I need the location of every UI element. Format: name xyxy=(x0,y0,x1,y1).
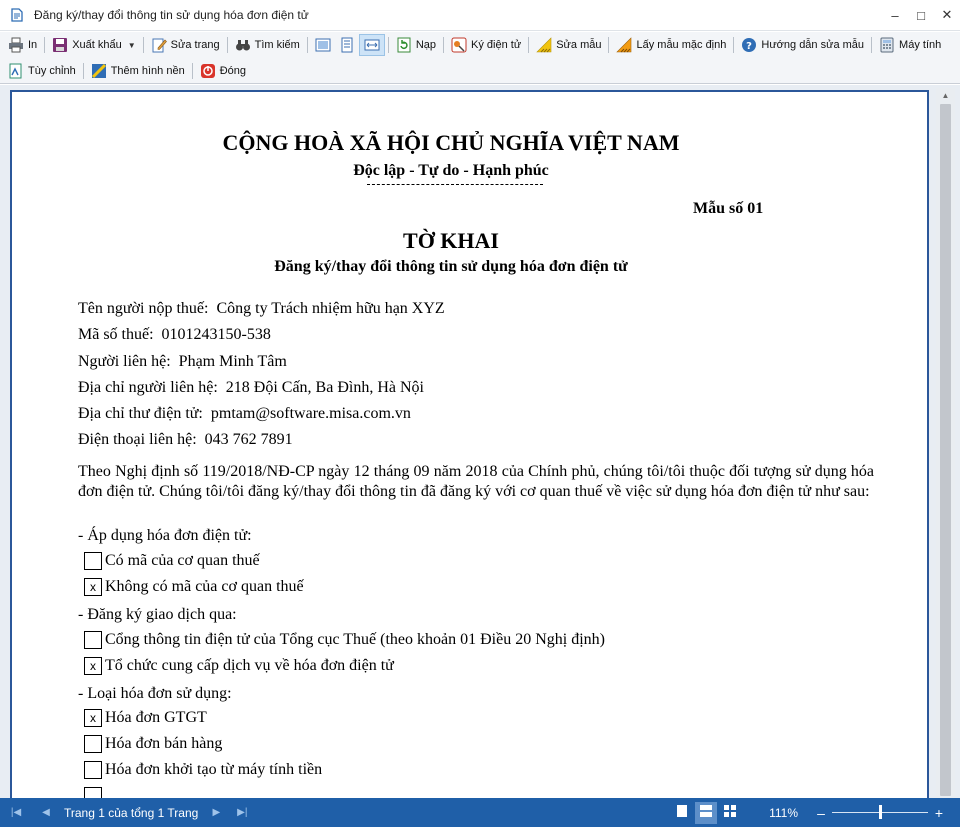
vertical-scrollbar[interactable] xyxy=(936,88,955,798)
field-value: pmtam@software.misa.com.vn xyxy=(210,405,411,422)
option-label: Hóa đơn bán hàng xyxy=(105,735,223,752)
toolbar-separator xyxy=(528,37,529,53)
field-email xyxy=(78,405,411,423)
title-bar xyxy=(0,0,960,31)
scrollbar-thumb[interactable] xyxy=(940,104,951,796)
reload-button[interactable] xyxy=(392,34,440,56)
save-disk-icon xyxy=(52,37,68,53)
zoom-slider-thumb[interactable] xyxy=(879,805,882,819)
app-icon xyxy=(9,7,25,23)
option-row xyxy=(84,552,260,570)
first-page-icon[interactable]: |◀ xyxy=(10,807,22,818)
field-phone xyxy=(78,431,293,449)
toolbar-separator xyxy=(192,63,193,79)
maximize-button[interactable]: □ xyxy=(917,7,925,23)
field-value: Công ty Trách nhiệm hữu hạn XYZ xyxy=(216,300,445,317)
checkbox: x xyxy=(84,657,102,675)
field-label: Địa chỉ thư điện tử: xyxy=(78,405,203,422)
checkbox xyxy=(84,787,102,798)
find-label: Tìm kiếm xyxy=(254,39,300,51)
print-button[interactable] xyxy=(4,34,41,56)
option-label: Không có mã của cơ quan thuế xyxy=(105,578,304,595)
multi-page-view-button[interactable] xyxy=(719,802,741,824)
calculator-icon xyxy=(879,37,895,53)
close-label: Đóng xyxy=(219,65,246,77)
form-number: Mẫu số 01 xyxy=(693,200,764,217)
checkbox xyxy=(84,761,102,779)
toolbar-row-1 xyxy=(4,33,945,57)
refresh-icon xyxy=(396,37,412,53)
two-page-view-button[interactable] xyxy=(695,802,717,824)
two-page-view-icon xyxy=(699,804,713,821)
single-page-view-icon xyxy=(676,804,688,821)
edit-page-icon xyxy=(151,37,167,53)
default-template-label: Lấy mẫu mặc định xyxy=(636,39,727,51)
field-contact-address xyxy=(78,379,424,397)
option-row xyxy=(84,761,322,779)
chevron-down-icon[interactable]: ▼ xyxy=(127,40,136,50)
minimize-button[interactable]: – xyxy=(891,7,899,23)
sign-label: Ký điện tử xyxy=(471,39,522,51)
window-title: Đăng ký/thay đổi thông tin sử dụng hóa đơn điện tử xyxy=(34,8,309,22)
field-label: Người liên hệ: xyxy=(78,353,171,370)
section-heading: - Đăng ký giao dịch qua: xyxy=(78,606,237,623)
page-single-icon xyxy=(339,37,355,53)
customize-icon xyxy=(8,63,24,79)
field-label: Tên người nộp thuế: xyxy=(78,300,209,317)
close-window-button[interactable]: ✕ xyxy=(941,7,953,22)
background-image-icon xyxy=(91,63,107,79)
section-heading: - Áp dụng hóa đơn điện tử: xyxy=(78,527,252,544)
previous-page-icon[interactable]: ◀ xyxy=(42,807,50,818)
form-subtitle: Đăng ký/thay đổi thông tin sử dụng hóa đơn điện tử xyxy=(274,258,628,275)
field-label: Điện thoại liên hệ: xyxy=(78,431,197,448)
find-button[interactable] xyxy=(231,34,304,56)
option-row xyxy=(84,709,207,727)
edit-template-label: Sửa mẫu xyxy=(556,39,602,51)
toolbar-separator xyxy=(871,37,872,53)
intro-paragraph: Theo Nghị định số 119/2018/NĐ-CP ngày 12 tháng 09 năm 2018 của Chính phủ, chúng tôi/tôi thuộc đối tượng sử dụng hóa đơn điện tử. Chúng tôi/tôi đăng ký/thay đổi thông tin đã đăng ký với cơ quan thuế về việc sử dụng hóa đơn điện tử như sau: xyxy=(78,463,874,500)
field-value: Phạm Minh Tâm xyxy=(178,353,287,370)
option-row xyxy=(84,735,222,753)
help-button[interactable] xyxy=(737,34,868,56)
multi-page-view-icon xyxy=(723,804,737,821)
view-whole-page-button[interactable] xyxy=(359,34,385,56)
zoom-slider[interactable] xyxy=(832,812,928,813)
option-label: Tổ chức cung cấp dịch vụ về hóa đơn điện tử xyxy=(105,657,394,674)
page-whole-icon xyxy=(364,37,380,53)
checkbox xyxy=(84,735,102,753)
close-button[interactable] xyxy=(196,60,250,82)
field-tax-code xyxy=(78,326,271,344)
edit-page-button[interactable] xyxy=(147,34,224,56)
field-value: 043 762 7891 xyxy=(204,431,293,448)
default-template-icon xyxy=(616,37,632,53)
help-label: Hướng dẫn sửa mẫu xyxy=(761,39,865,51)
field-value: 0101243150-538 xyxy=(161,326,271,343)
background-image-button[interactable] xyxy=(87,60,189,82)
option-label: Hóa đơn khởi tạo từ máy tính tiền xyxy=(105,761,323,778)
digital-sign-icon xyxy=(451,37,467,53)
page-fit-icon xyxy=(315,37,331,53)
background-image-label: Thêm hình nền xyxy=(110,65,185,77)
help-icon xyxy=(741,37,757,53)
document-page xyxy=(10,90,929,798)
checkbox: x xyxy=(84,709,102,727)
toolbar xyxy=(0,32,960,84)
field-contact-person xyxy=(78,353,287,371)
last-page-icon[interactable]: ▶| xyxy=(237,807,248,818)
toolbar-separator xyxy=(83,63,84,79)
status-right xyxy=(671,798,960,827)
national-title: CỘNG HOÀ XÃ HỘI CHỦ NGHĨA VIỆT NAM xyxy=(222,130,680,155)
print-label: In xyxy=(28,39,38,51)
default-template-button[interactable] xyxy=(612,34,730,56)
declaration-form xyxy=(12,92,927,798)
view-fit-width-button[interactable] xyxy=(311,34,335,56)
edit-template-button[interactable] xyxy=(532,34,605,56)
view-single-page-button[interactable] xyxy=(335,34,359,56)
option-row xyxy=(84,631,605,649)
svg-text:?: ? xyxy=(746,41,753,52)
reload-label: Nạp xyxy=(415,39,437,51)
zoom-in-button[interactable]: + xyxy=(934,804,944,821)
status-bar xyxy=(0,798,960,827)
checkbox xyxy=(84,631,102,649)
toolbar-separator xyxy=(227,37,228,53)
field-label: Mã số thuế: xyxy=(78,326,154,343)
option-row-cut xyxy=(84,787,105,798)
field-label: Địa chỉ người liên hệ: xyxy=(78,379,218,396)
toolbar-separator xyxy=(44,37,45,53)
option-label: Hóa đơn GTGT xyxy=(105,709,207,726)
checkbox xyxy=(84,552,102,570)
motto-divider xyxy=(367,184,543,185)
toolbar-separator xyxy=(443,37,444,53)
zoom-level: 111% xyxy=(769,805,798,820)
section-heading: - Loại hóa đơn sử dụng: xyxy=(78,685,232,702)
toolbar-separator xyxy=(307,37,308,53)
option-row xyxy=(84,657,394,675)
customize-button[interactable] xyxy=(4,60,80,82)
close-red-icon xyxy=(200,63,216,79)
export-button[interactable] xyxy=(48,34,139,56)
edit-page-label: Sửa trang xyxy=(170,39,220,51)
printer-icon xyxy=(8,37,24,53)
field-taxpayer-name xyxy=(78,300,445,318)
toolbar-separator xyxy=(388,37,389,53)
option-row xyxy=(84,578,304,596)
customize-label: Tùy chỉnh xyxy=(28,65,76,77)
next-page-icon[interactable]: ▶ xyxy=(212,807,221,818)
page-indicator: Trang 1 của tổng 1 Trang xyxy=(64,805,199,820)
single-view-button[interactable] xyxy=(671,802,693,824)
toolbar-row-2 xyxy=(4,59,250,83)
scroll-up-icon[interactable]: ▲ xyxy=(941,90,950,100)
toolbar-separator xyxy=(143,37,144,53)
form-title: TỜ KHAI xyxy=(403,228,499,253)
option-label: Có mã của cơ quan thuế xyxy=(105,552,260,569)
calculator-label: Máy tính xyxy=(899,39,942,51)
edit-template-icon xyxy=(536,37,552,53)
export-label: Xuất khẩu xyxy=(72,39,122,51)
sign-button[interactable] xyxy=(447,34,525,56)
field-value: 218 Đội Cấn, Ba Đình, Hà Nội xyxy=(225,379,424,396)
binoculars-icon xyxy=(235,37,251,53)
document-viewport xyxy=(0,85,960,798)
zoom-out-button[interactable]: – xyxy=(817,804,825,821)
toolbar-separator xyxy=(608,37,609,53)
toolbar-separator xyxy=(733,37,734,53)
national-motto: Độc lập - Tự do - Hạnh phúc xyxy=(353,162,549,179)
checkbox: x xyxy=(84,578,102,596)
calculator-button[interactable] xyxy=(875,34,945,56)
option-label: Cổng thông tin điện tử của Tổng cục Thuế (theo khoản 01 Điều 20 Nghị định) xyxy=(105,631,605,648)
